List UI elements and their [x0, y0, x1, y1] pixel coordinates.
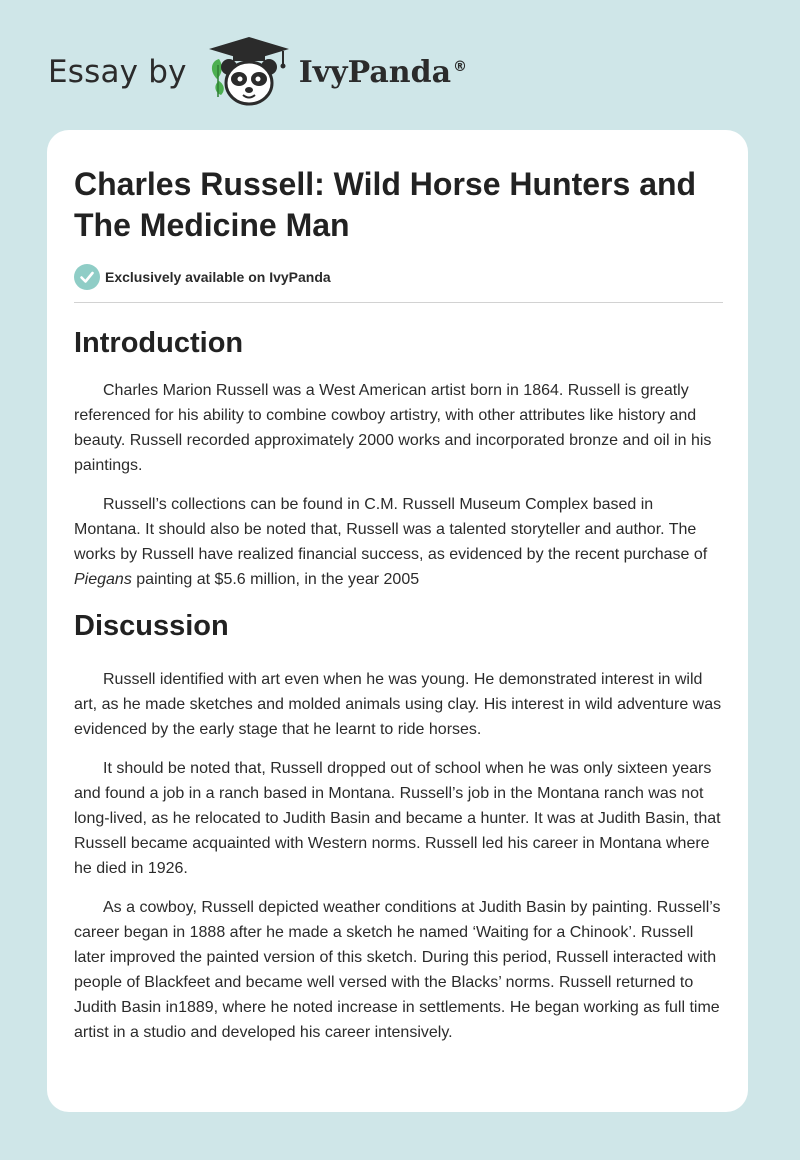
section-heading: Introduction — [74, 327, 244, 359]
exclusive-badge-label: Exclusively available on IvyPanda — [105, 269, 331, 285]
essay-card — [47, 130, 748, 1112]
section-introduction — [74, 325, 724, 592]
registered-mark: ® — [453, 58, 468, 75]
check-circle-icon — [74, 264, 100, 290]
essay-content — [74, 164, 724, 1045]
paragraph — [74, 492, 724, 592]
panda-graduate-icon[interactable] — [203, 35, 295, 109]
paragraph-text: painting at $5.6 million, in the year 2005 — [131, 571, 420, 588]
page-title: Charles Russell: Wild Horse Hunters and The Medicine Man — [74, 166, 697, 243]
paragraph: Charles Marion Russell was a West American artist born in 1864. Russell is greatly referenced for his ability to combine cowboy artistry, with other attributes like history and beauty. Russell recorded approximately 2000 works and incorporated bronze and oil in his paintings. — [74, 382, 712, 474]
essay-by-label: Essay by — [48, 54, 187, 90]
site-header — [48, 36, 467, 108]
section-heading: Discussion — [74, 610, 229, 642]
paragraph: Russell identified with art even when he was young. He demonstrated interest in wild art, as he made sketches and molded animals using clay. His interest in wild adventure was evidenced by the early stage that he learnt to ride horses. — [74, 671, 722, 738]
paragraph: It should be noted that, Russell dropped out of school when he was only sixteen years and found a job in a ranch based in Montana. Russell’s job in the Montana ranch was not long-lived, as he relocated to Judith Basin and became a hunter. It was at Judith Basin, that Russell became acquainted with Western norms. Russell led his career in Montana where he died in 1926. — [74, 760, 721, 877]
exclusive-badge — [74, 263, 724, 291]
paragraph: As a cowboy, Russell depicted weather conditions at Judith Basin by painting. Russell’s career began in 1888 after he made a sketch he named ‘Waiting for a Chinook’. Russell later improved the painted version of this sketch. During this period, Russell interacted with people of Blackfeet and became well versed with the Blacks’ norms. Russell returned to Judith Basin in1889, where he noted increase in settlements. He began working as full time artist in a studio and developed his career intensively. — [74, 899, 721, 1041]
brand-name-text: IvyPanda — [298, 54, 452, 90]
painting-title: Piegans — [74, 571, 132, 588]
brand-name[interactable] — [299, 55, 467, 90]
section-discussion — [74, 608, 724, 1045]
title-divider — [74, 302, 723, 303]
paragraph-text: Russell’s collections can be found in C.M. Russell Museum Complex based in Montana. It should also be noted that, Russell was a talented storyteller and author. The works by Russell have realized financial success, as evidenced by the recent purchase of — [74, 496, 708, 563]
